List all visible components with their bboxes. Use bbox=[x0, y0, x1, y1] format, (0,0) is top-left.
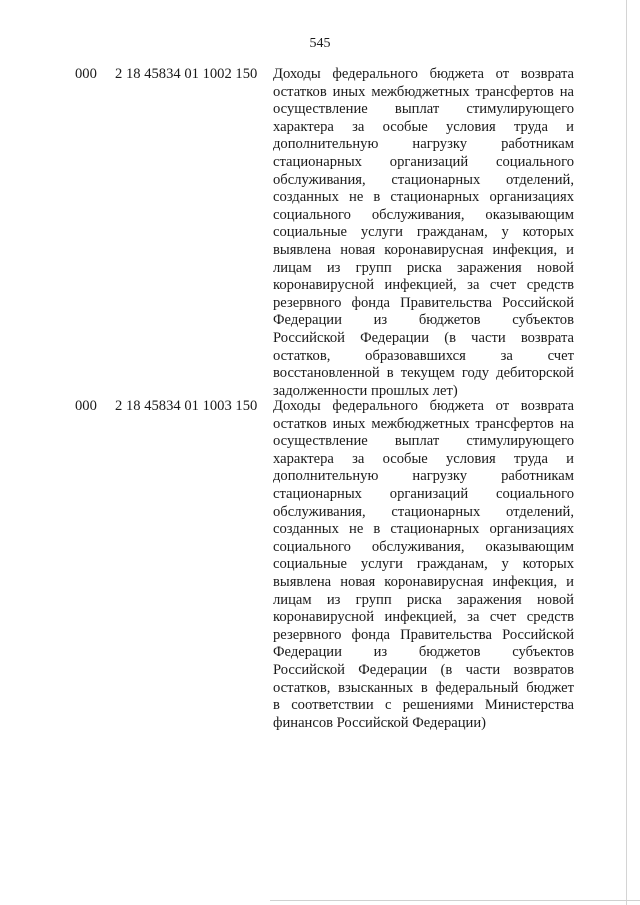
description-line: Доходы федерального бюджета от возврата bbox=[273, 398, 574, 414]
description-line: резервного фонда Правительства Российской bbox=[273, 626, 574, 643]
description-line: коронавирусной инфекцией, за счет средств bbox=[273, 609, 574, 626]
description-line: социальные услуги гражданам, у которых bbox=[273, 556, 574, 573]
description-line: резервного фонда Правительства Российской bbox=[273, 294, 574, 311]
description-line: характера за особые условия труда и bbox=[273, 450, 574, 467]
description-line: остатков, образовавшихся за счет bbox=[273, 347, 574, 364]
description-line: стационарных организаций социального bbox=[273, 485, 574, 502]
description-line: стационарных организаций социального bbox=[273, 153, 574, 170]
description-line: лицам из групп риска заражения новой bbox=[273, 259, 574, 276]
description-line: социальные услуги гражданам, у которых bbox=[273, 224, 574, 241]
revenue-description bbox=[273, 398, 574, 732]
description-line: осуществление выплат стимулирующего bbox=[273, 101, 574, 118]
description-line: лицам из групп риска заражения новой bbox=[273, 591, 574, 608]
description-line: дополнительную нагрузку работникам bbox=[273, 136, 574, 153]
description-line: Федерации из бюджетов субъектов bbox=[273, 644, 574, 661]
description-line: выявлена новая коронавирусная инфекция, и bbox=[273, 241, 574, 258]
admin-code: 000 bbox=[75, 398, 97, 414]
description-line: социального обслуживания, оказывающим bbox=[273, 538, 574, 555]
description-line: восстановленной в текущем году дебиторской bbox=[273, 365, 574, 382]
description-line: осуществление выплат стимулирующего bbox=[273, 433, 574, 450]
description-line: в соответствии с решениями Министерства bbox=[273, 697, 574, 714]
description-line: созданных не в стационарных организациях bbox=[273, 521, 574, 538]
description-line: коронавирусной инфекцией, за счет средств bbox=[273, 277, 574, 294]
description-line: задолженности прошлых лет) bbox=[273, 382, 458, 399]
description-line: остатков иных межбюджетных трансфертов на bbox=[273, 83, 574, 100]
description-line: остатков иных межбюджетных трансфертов на bbox=[273, 415, 574, 432]
admin-code: 000 bbox=[75, 66, 97, 82]
description-line: Федерации из бюджетов субъектов bbox=[273, 312, 574, 329]
description-line: остатков, взысканных в федеральный бюджет bbox=[273, 679, 574, 696]
description-line: Российской Федерации (в части возвратов bbox=[273, 661, 574, 678]
description-line: обслуживания, стационарных отделений, bbox=[273, 503, 574, 520]
description-line: созданных не в стационарных организациях bbox=[273, 189, 574, 206]
description-line: социального обслуживания, оказывающим bbox=[273, 206, 574, 223]
description-line: обслуживания, стационарных отделений, bbox=[273, 171, 574, 188]
page-number: 545 bbox=[309, 36, 331, 51]
description-line: характера за особые условия труда и bbox=[273, 118, 574, 135]
revenue-description bbox=[273, 66, 574, 400]
revenue-code: 2 18 45834 01 1003 150 bbox=[115, 398, 258, 414]
revenue-code: 2 18 45834 01 1002 150 bbox=[115, 66, 258, 82]
description-line: выявлена новая коронавирусная инфекция, и bbox=[273, 573, 574, 590]
scan-foot-line bbox=[270, 900, 640, 901]
description-line: Доходы федерального бюджета от возврата bbox=[273, 66, 574, 82]
description-line: дополнительную нагрузку работникам bbox=[273, 468, 574, 485]
description-line: финансов Российской Федерации) bbox=[273, 714, 487, 731]
description-line: Российской Федерации (в части возврата bbox=[273, 329, 574, 346]
scan-edge-line bbox=[626, 0, 627, 905]
